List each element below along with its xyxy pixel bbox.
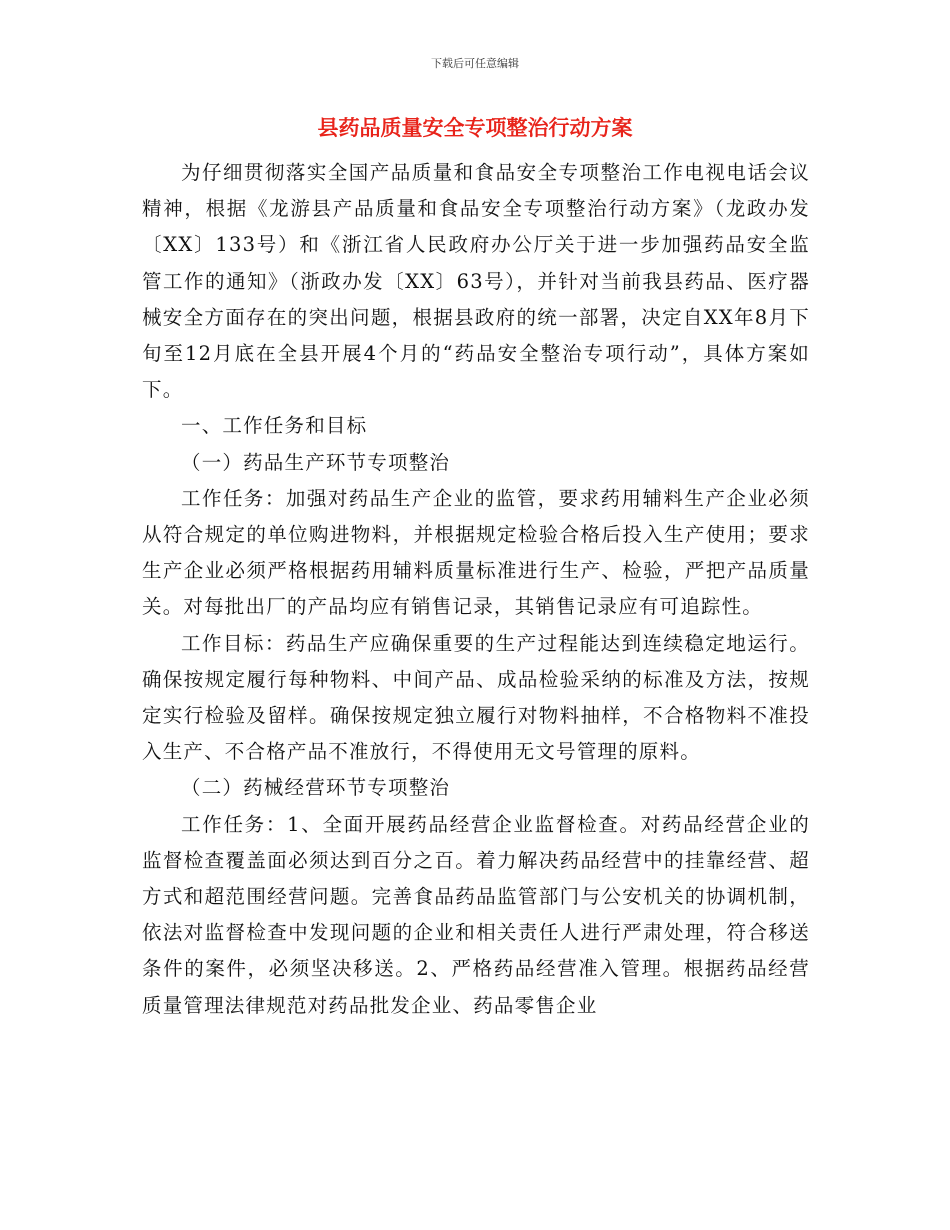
section-heading-1: 一、工作任务和目标 <box>181 414 368 438</box>
paragraph-intro: 为仔细贯彻落实全国产品质量和食品安全专项整治工作电视电话会议精神，根据《龙游县产品质量和食品安全专项整治行动方案》（龙政办发〔XX〕133号）和《浙江省人民政府办公厅关于进一步加强药品安全监管工作的通知》（浙政办发〔XX〕63号），并针对当前我县药品、医疗器械安全方面存在的突出问题，根据县政府的统一部署，决定自XX年8月下旬至12月底在全县开展4个月的“药品安全整治专项行动”，具体方案如下。 <box>142 161 810 402</box>
paragraph-production-tasks: 工作任务：加强对药品生产企业的监管，要求药用辅料生产企业必须从符合规定的单位购进物料，并根据规定检验合格后投入生产使用；要求生产企业必须严格根据药用辅料质量标准进行生产、检验，严把产品质量关。对每批出厂的产品均应有销售记录，其销售记录应有可追踪性。 <box>142 486 810 619</box>
document-body <box>142 155 810 1024</box>
subsection-heading-1: （一）药品生产环节专项整治 <box>181 450 451 474</box>
paragraph-operation-tasks: 工作任务：1、全面开展药品经营企业监督检查。对药品经营企业的监督检查覆盖面必须达到百分之百。着力解决药品经营中的挂靠经营、超方式和超范围经营问题。完善食品药品监管部门与公安机关的协调机制，依法对监督检查中发现问题的企业和相关责任人进行严肃处理，符合移送条件的案件，必须坚决移送。2、严格药品经营准入管理。根据药品经营质量管理法律规范对药品批发企业、药品零售企业 <box>142 812 810 1017</box>
subsection-heading-2: （二）药械经营环节专项整治 <box>181 776 451 800</box>
document-title: 县药品质量安全专项整治行动方案 <box>317 116 633 140</box>
page-header-note: 下载后可任意编辑 <box>431 57 519 70</box>
paragraph-production-goals: 工作目标：药品生产应确保重要的生产过程能达到连续稳定地运行。确保按规定履行每种物料、中间产品、成品检验采纳的标准及方法，按规定实行检验及留样。确保按规定独立履行对物料抽样，不合格物料不准投入生产、不合格产品不准放行，不得使用无文号管理的原料。 <box>142 631 810 764</box>
